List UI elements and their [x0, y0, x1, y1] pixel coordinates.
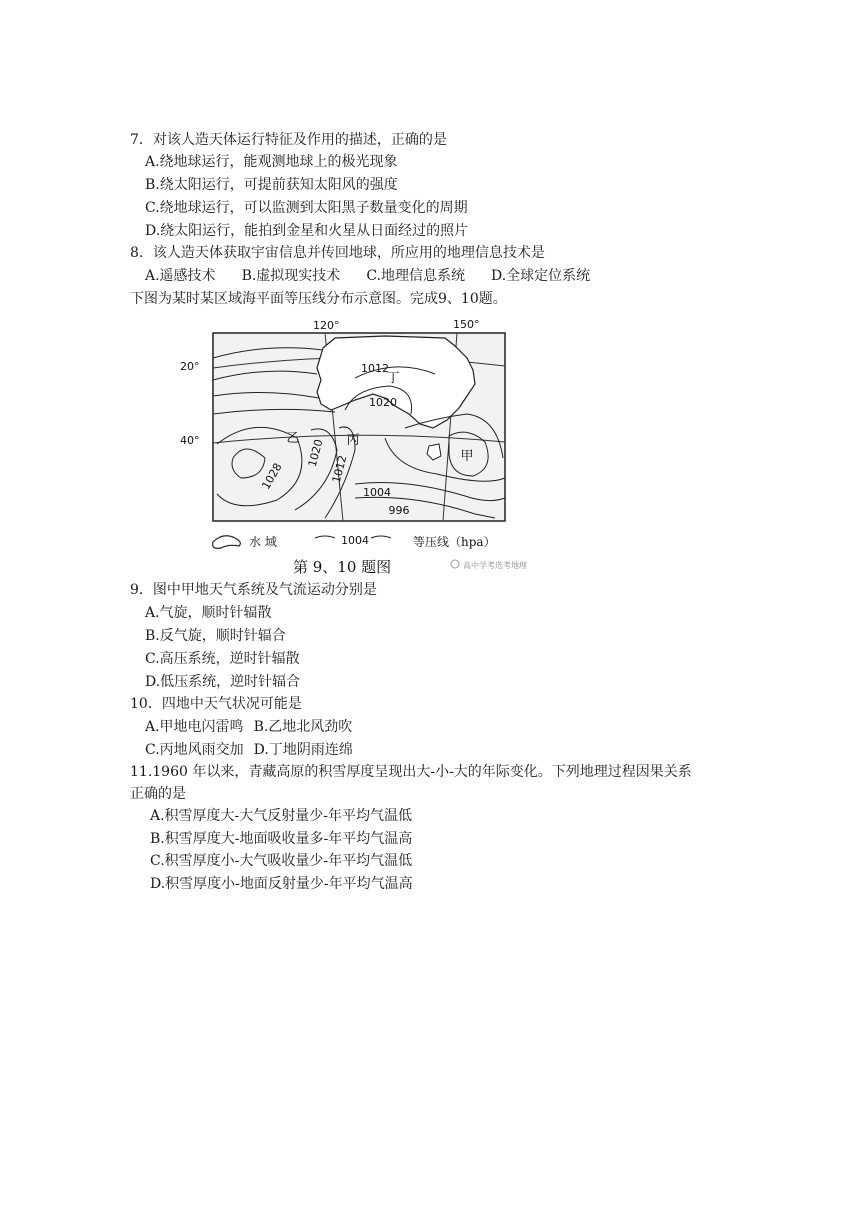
q7-option-a: A.绕地球运行，能观测地球上的极光现象 [145, 154, 398, 170]
q10-stem: 10．四地中天气状况可能是 [130, 696, 302, 712]
q7-option-c: C.绕地球运行，可以监测到太阳黑子数量变化的周期 [145, 200, 468, 216]
isobar-label: 1012 [361, 362, 389, 375]
isobar-legend-icon [315, 536, 335, 538]
legend-isobar-value: 1004 [341, 534, 369, 547]
isobar-map-figure [180, 318, 545, 578]
figure-intro: 下图为某时某区域海平面等压线分布示意图。完成9、10题。 [130, 291, 507, 307]
latitude-label-40: 40° [180, 434, 200, 447]
place-label-jia: 甲 [460, 449, 474, 464]
q8-option-c: C.地理信息系统 [366, 268, 465, 284]
q9-option-b: B.反气旋，顺时针辐合 [145, 628, 286, 644]
longitude-label-120: 120° [313, 319, 340, 332]
q8-option-b: B.虚拟现实技术 [241, 268, 341, 284]
q8-option-d: D.全球定位系统 [490, 268, 591, 284]
q9-option-a: A.气旋，顺时针辐散 [145, 605, 272, 621]
q10-option-a: A.甲地电闪雷鸣 [145, 719, 244, 735]
legend-water-label: 水 域 [249, 535, 277, 549]
longitude-label-150: 150° [453, 318, 480, 331]
q11-option-c: C.积雪厚度小-大气吸收量少-年平均气温低 [150, 853, 413, 869]
q10-option-d: D.丁地阴雨连绵 [253, 742, 353, 758]
q10-option-c: C.丙地风雨交加 [145, 742, 244, 758]
q8-options [145, 266, 616, 286]
q11-option-a: A.积雪厚度大-大气反射量少-年平均气温低 [150, 808, 413, 824]
q10-option-b: B.乙地北风劲吹 [253, 719, 353, 735]
isobar-label: 1004 [363, 486, 391, 499]
q9-option-d: D.低压系统，逆时针辐合 [145, 674, 301, 690]
place-label-bing: 丙 [346, 433, 360, 448]
q8-stem: 8．该人造天体获取宇宙信息并传回地球，所应用的地理信息技术是 [130, 245, 545, 261]
q7-stem: 7．对该人造天体运行特征及作用的描述，正确的是 [130, 132, 447, 148]
q10-options-row-1 [145, 717, 362, 737]
q10-options-row-2 [145, 740, 363, 760]
q9-stem: 9．图中甲地天气系统及气流运动分别是 [130, 582, 377, 598]
q11-stem-line-1: 11.1960 年以来，青藏高原的积雪厚度呈现出大-小-大的年际变化。下列地理过程因果关系 [130, 764, 692, 780]
isobar-label: 1020 [369, 396, 397, 409]
legend-isobar-label: 等压线（hpa） [413, 535, 496, 549]
water-legend-icon [213, 536, 241, 549]
isobar-legend-icon-tail [371, 536, 391, 538]
q8-option-a: A.遥感技术 [145, 268, 216, 284]
q11-option-b: B.积雪厚度大-地面吸收量多-年平均气温高 [150, 831, 413, 847]
latitude-label-20: 20° [180, 360, 200, 373]
q9-option-c: C.高压系统，逆时针辐散 [145, 651, 300, 667]
isobar-label: 1020 [305, 437, 326, 469]
place-label-ding: 丁 [386, 371, 400, 386]
isobar-label: 996 [388, 504, 410, 517]
watermark-logo-icon [451, 560, 459, 568]
q7-option-b: B.绕太阳运行，可提前获知太阳风的强度 [145, 177, 398, 193]
q11-option-d: D.积雪厚度小-地面反射量少-年平均气温高 [150, 876, 413, 892]
isobar-label: 1028 [259, 460, 285, 492]
watermark-text: 高中学考选考地理 [463, 561, 527, 570]
q7-option-d: D.绕太阳运行，能拍到金星和火星从日面经过的照片 [145, 223, 469, 239]
place-label-yi: 乙 [286, 431, 300, 446]
figure-caption: 第 9、10 题图 [293, 558, 392, 576]
isobar-label: 1012 [329, 453, 350, 485]
q11-stem-line-2: 正确的是 [130, 786, 186, 802]
